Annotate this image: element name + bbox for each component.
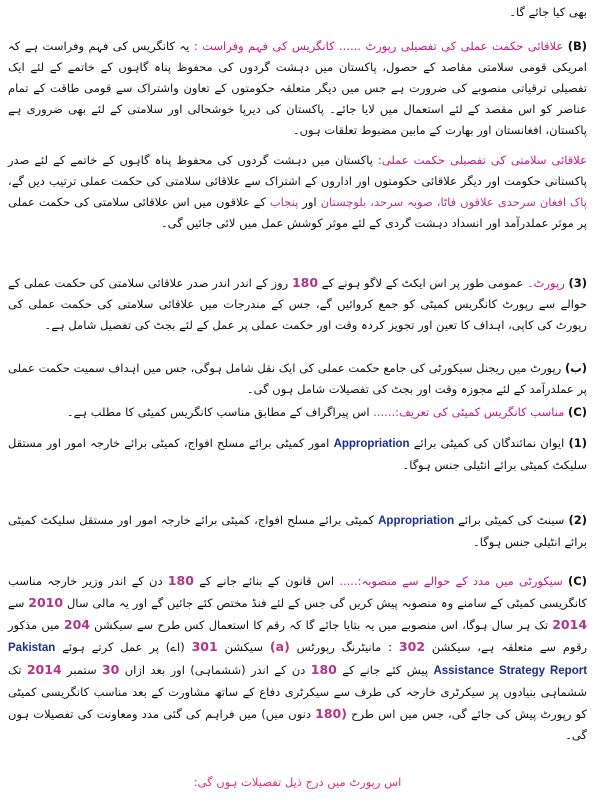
paragraph-marker: (2): [568, 513, 588, 527]
paragraph-2-senate: (2) سینٹ کی کمیٹی برائے Appropriation کمیٹی برائے مسلح افواج، کمیٹی برائے خارجہ امور اور مستقل سلیکٹ کمیٹی برائے انٹیلی جنس ہوگا۔: [8, 513, 588, 549]
paragraph-marker: (3): [568, 276, 588, 290]
number-180-days: (180: [315, 706, 347, 721]
paragraph-text: رپورٹ میں ریجنل سیکورٹی کی جامع حکمت عملی کی ایک نقل شامل ہوگی، جس میں اہداف سمیت حکمت عملی پر عملدرآمد کے لئے مجوزہ وقت اور بجٹ کی تفصیلات شامل ہوں گی۔: [8, 361, 587, 396]
highlight-fata: پاک افغان سرحدی علاقوں فاٹا، صوبہ سرحد،: [370, 195, 587, 209]
paragraph-1-house: (1) ایوان نمائندگان کی کمیٹی برائے Appropriation امور کمیٹی برائے مسلح افواج، کمیٹی برائے خارجہ امور اور مستقل سلیکٹ کمیٹی برائے انٹیلی جنس ہوگا۔: [8, 436, 588, 472]
section-heading: علاقائی حکمت عملی کی تفصیلی رپورٹ ...... کانگریس کی فہم وفراست :: [193, 39, 564, 53]
paragraph-b-report-copy: [8, 358, 587, 400]
intro-line: بھی کیا جائے گا۔: [509, 5, 587, 19]
paragraph-marker: (C): [568, 405, 587, 419]
term-appropriation: Appropriation: [378, 515, 455, 527]
paragraph-c-committee-definition: [8, 402, 587, 423]
paragraph-c-security-plan: (C) سیکورٹی میں مدد کے حوالے سے منصوبہ:..... اس قانون کے بنائے جانے کے 180 دن کے اندر وزیر خارجہ مناسب کانگریسی کمیٹی کے سامنے وہ منصوبہ پیش کریں گی جس کے لئے فنڈ مختص کئے جائیں گے اور یہ مالی سال 2010 سے 2014 تک ہر سال ہوگا، اس منصوبے میں یہ بتایا جائے گا کہ رقم کا استعمال کس طرح سے سیکشن 204 میں مذکور رقوم سے متعلقہ ہے، سیکشن 302 : مانیٹرنگ رپورٹس (a) سیکشن 301 (اے) پر عمل کرتے ہوئے Pakistan Assistance Strategy Report پیش کئے جانے کے 180 دن کے اندر (ششماہی) اور بعد ازاں 30 ستمبر 2014 تک ششماہی بنیادوں پر سیکرٹری خارجہ کی طرف سے سیکرٹری دفاع کے ساتھ مشاورت کے بعد مناسب کانگریسی کمیٹی کو رپورٹ پیش کی جائے گی، جس میں اس طرح (180 دنوں میں) میں فراہم کی گئی مدد ومعاونت کی تفصیلات ہوں گی۔: [8, 573, 588, 742]
section-204: 204: [63, 617, 90, 632]
number-30: 30: [101, 662, 120, 677]
year-2010: 2010: [28, 595, 64, 610]
number-180: 180: [167, 573, 194, 588]
number-180: 180: [310, 662, 337, 677]
marker-a: (a): [269, 639, 290, 654]
paragraph-text: پاکستان میں دہشت گردوں کی محفوظ پناہ گاہوں کے خاتمے کے لئے صدر پاکستانی حکومت اور دیگر علاقائی حکومتوں اور اداروں کے اشتراک سے علاقائی سلامتی کی حکمت عملی ترتیب دیں گے،: [8, 153, 587, 188]
paragraph-3-report: (3) رپورٹ۔ عمومی طور پر اس ایکٹ کے لاگو ہونے کے 180 روز کے اندر اندر صدر علاقائی سلامتی کی حکمت عملی کے حوالے سے رپورٹ کانگریس کمیٹی کو جمع کروائیں گے، جس کے مندرجات میں علاقائی سلامتی کی حکمت عملی کی رپورٹ کی کاپی، اہداف کا تعین اور تجویز کردہ وقت اور حکمت عملی پر عمل کے لئے بجٹ کی تفصیل شامل ہے۔: [8, 275, 588, 332]
year-2014: 2014: [552, 617, 588, 632]
number-180: 180: [291, 275, 319, 290]
paragraph-b-congress-sense: [8, 36, 587, 141]
paragraph-text: کے علاقوں میں اس علاقائی سلامتی کی حکمت عملی پر موثر عملدرآمد اور انسداد دہشت گردی کے لئے موثر کوشش عمل میں لائی جائیں گی۔: [8, 195, 587, 230]
section-heading: مناسب کانگریس کمیٹی کی تعریف:......: [373, 405, 565, 419]
paragraph-marker: (B): [567, 39, 588, 53]
section-heading: سیکورٹی میں مدد کے حوالے سے منصوبہ:.....: [339, 574, 563, 588]
section-301: 301: [191, 639, 218, 654]
term-pakistan-assistance-strategy-report: Pakistan Assistance Strategy Report: [8, 642, 588, 677]
paragraph-regional-strategy: [8, 150, 587, 234]
highlight-punjab: پنجاب: [269, 195, 299, 209]
paragraph-text: یہ کانگریس کی فہم وفراست ہے کہ امریکی قومی سلامتی مقاصد کے حصول، پاکستان میں دہشت گردوں کی محفوظ پناہ گاہوں کے خاتمے کے لئے ایک تفصیلی ترقیاتی منصوبے کی ضرورت ہے جس میں دیگر متعلقہ حکومتوں کے تعاون واشتراک سے قومی طاقت کے تمام عناصر کو اس مقصد کے لئے استعمال میں لایا جائے۔ پاکستان کی دیرپا خوشحالی اور سلامتی کے لئے بھی ضروری ہے پاکستان، افغانستان اور بھارت کے مابین مضبوط تعلقات ہوں۔: [8, 39, 587, 137]
section-heading: رپورٹ۔: [526, 276, 565, 290]
year-2014: 2014: [26, 662, 62, 677]
paragraph-marker: (1): [568, 436, 588, 450]
highlight-balochistan: بلوچستان: [320, 195, 367, 209]
paragraph-marker: (C): [568, 574, 587, 588]
section-302: 302: [398, 639, 426, 654]
footer-heading: اس رپورٹ میں درج ذیل تفصیلات ہوں گی:: [193, 775, 402, 789]
paragraph-text: اس پیراگراف کے مطابق مناسب کانگریس کمیٹی کا مطلب ہے۔: [66, 405, 370, 419]
paragraph-marker: (ب): [564, 361, 588, 375]
conjunction-text: اور: [302, 195, 317, 209]
section-heading: علاقائی سلامتی کی تفصیلی حکمت عملی:: [377, 153, 588, 167]
term-appropriation: Appropriation: [333, 438, 410, 450]
